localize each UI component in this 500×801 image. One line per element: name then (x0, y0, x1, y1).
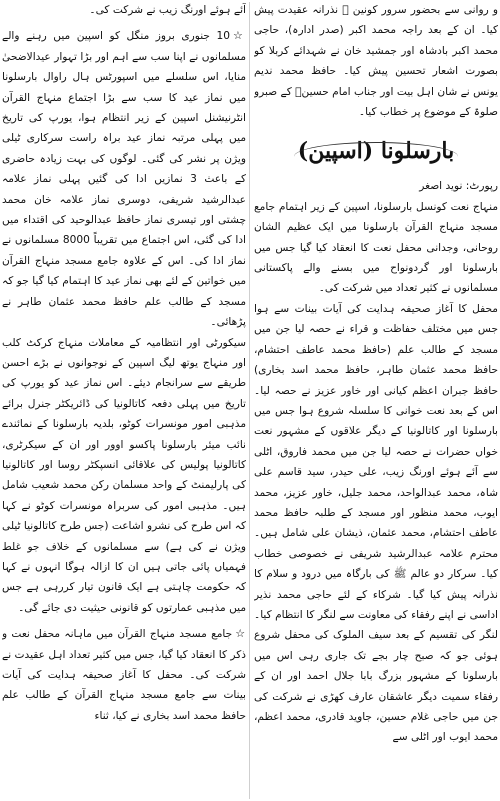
news-item-mehfil-text: جامع مسجد منہاج القرآن میں ماہانہ محفل نعت و ذکر کا انعقاد کیا گیا، جس میں کثیر تعداد اہل عقیدت نے شرکت کی۔ محفل کا آغاز صحیفہ ہدایت کی آیات بینات سے جامع مسجد منہاج القرآن کے طالب علم حافظ محمد اسد بخاری نے کیا، ثناء (2, 628, 246, 722)
star-icon: ☆ (232, 29, 246, 43)
news-item-mehfil (2, 624, 246, 726)
continued-line: آئے ہوئے اورنگ زیب نے شرکت کی۔ (89, 4, 246, 16)
column-divider (249, 2, 250, 799)
headline-arch-decoration (294, 142, 458, 171)
right-column (254, 0, 498, 801)
star-icon: ☆ (235, 627, 246, 641)
news-item-eid-text: 10 جنوری بروز منگل کو اسپین میں رہنے والے مسلمانوں نے اپنا سب سے اہم اور بڑا تہوار عیدالاضحیٰ منایا، اس سلسلے میں اسپورٹس ہال راوال بارسلونا میں نماز عید کا سب سے بڑا اجتماع منہاج القرآن انٹرنیشنل اسپین کے زیر انتظام ہوا، یورپ کی تاریخ میں پہلی مرتبہ نماز عید براہ راست سرکاری ٹیلی ویژن پر نشر کی گئی۔ لوگوں کی بہت زیادہ حاضری کے باعث 3 نمازیں ادا کی گئیں پہلی نماز علامہ عبدالرشید شریفی، دوسری نماز علامہ خان محمد چشتی اور تیسری نماز حافظ عبدالوحید کی اقتداء میں ادا کی گئی، اس اجتماع میں تقریباً 8000 مسلمانوں نے نماز ادا کی۔ اس کے علاوہ جامع مسجد منہاج القرآن میں خواتین کے لئے بھی نماز عید کا اہتمام کیا گیا جو کہ مسجد کے طالب علم حافظ محمد عثمان طاہر نے پڑھائی۔ (2, 30, 246, 329)
left-column (2, 0, 246, 801)
byline: رپورٹ: نوید اصغر (419, 180, 498, 193)
headline: بارسلونا (اسپین) (297, 138, 455, 165)
body-paragraph-2: محفل کا آغاز صحیفہ ہدایت کی آیات بینات سے ہوا جس میں مختلف حفاظت و قراء نے حصہ لیا جن میں مسجد کے طالب علم (حافظ محمد عاطف احتشام، حافظ محمد عثمان طاہر، حافظ محمد اسد بخاری) حافظ جبران اعظم کیانی اور خاور عزیز نے حصہ لیا۔ اس کے بعد نعت خوانی کا سلسلہ شروع ہوا جس میں بارسلونا اور کاتالونیا کے دیگر علاقوں کے مشہور نعت خواں حضرات نے حصہ لیا جن میں محمد فاروق، اٹلی سے آئے ہوئے اورنگ زیب، علی حیدر، سید قاسم علی شاہ، محمد عبدالواحد، محمد جلیل، خاور عزیز، محمد ایوب، محمد منظور اور مسجد کے طلبہ حافظ محمد عاطف احتشام، محمد عثمان، ذیشان علی شامل ہیں۔ محترم علامہ عبدالرشید شریفی نے خصوصی خطاب کیا۔ سرکار دو عالم ﷺ کی بارگاہ میں درود و سلام کا نذرانہ پیش کیا گیا۔ شرکاء کے لئے حاجی محمد نذیر اداسی نے اپنے رفقاء کی معاونت سے لنگر کا انتظام کیا۔ لنگر کی تقسیم کے بعد سیف الملوک کی محفل شروع ہوئی جو کہ صبح چار بجے تک جاری رہی اس میں بارسلونا کے مشہور بزرگ بابا جلال احمد اور ان کے رفقاء سمیت دیگر عاشقان عارف کھڑی نے شرکت کی جن میں حاجی غلام حسین، جاوید قادری، محمد اعظم، محمد ایوب اور اٹلی سے (254, 302, 498, 744)
intro-paragraph: و روانی سے بحضور سرور کونین ﷺ نذرانہ عقیدت پیش کیا۔ ان کے بعد راجہ محمد اکبر (صدر ادارہ)، حاجی محمد اکبر بادشاہ اور جمشید خان نے شہدائے کربلا کو بصورت اشعار تحسین پیش کیا۔ حافظ محمد ندیم یونس نے شان اہل بیت اور جناب امام حسینؓ کے صبرو صلوۃ کے موضوع پر خطاب کیا۔ (254, 4, 498, 119)
body-paragraph-1: منہاج نعت کونسل بارسلونا، اسپین کے زیر اہتمام جامع مسجد منہاج القرآن بارسلونا میں ایک عظیم الشان روحانی، وجدانی محفل نعت کا انعقاد کیا گیا جس میں بارسلونا اور گردونواح میں بسنے والے پاکستانی مسلمانوں نے کثیر تعداد میں شرکت کی۔ (254, 200, 498, 295)
news-item-eid-continued: سیکورٹی اور انتظامیہ کے معاملات منہاج کرکٹ کلب اور منہاج یوتھ لیگ اسپین کے نوجوانوں نے بڑے احسن طریقے سے سرانجام دیئے۔ اس نماز عید کو یورپ کی تاریخ میں پہلی دفعہ کاتالونیا کی ڈائریکٹر جنرل برائے مذہبی امور مونسرات کوٹو، بلدیہ بارسلونا کے نمائندے نائب میئر بارسلونا پاکسو اوور اور ان کے سیکرٹری، کاتالونیا پولیس کی علاقائی انسپکٹر روسا اور کاتالونیا کی پارلیمنٹ کے واحد مسلمان رکن محمد شعیب شامل ہیں۔ مذہبی امور کی سربراہ مونسرات کوٹو نے کہا کہ اس طرح کی نشرو اشاعت (جس طرح کاتالونیا ٹیلی ویژن نے کی ہے) سے مسلمانوں کے خلاف جو غلط فہمیاں پائی جاتی ہیں ان کا ازالہ ہوگا انہوں نے کہا کہ حکومت چاہتی ہے ایک قانون تیار کررہی ہے جس میں مذہبی عمارتوں کو قانونی حیثیت دی جائے گی۔ (2, 336, 246, 614)
headline-block (254, 136, 498, 166)
news-item-eid (2, 26, 246, 332)
